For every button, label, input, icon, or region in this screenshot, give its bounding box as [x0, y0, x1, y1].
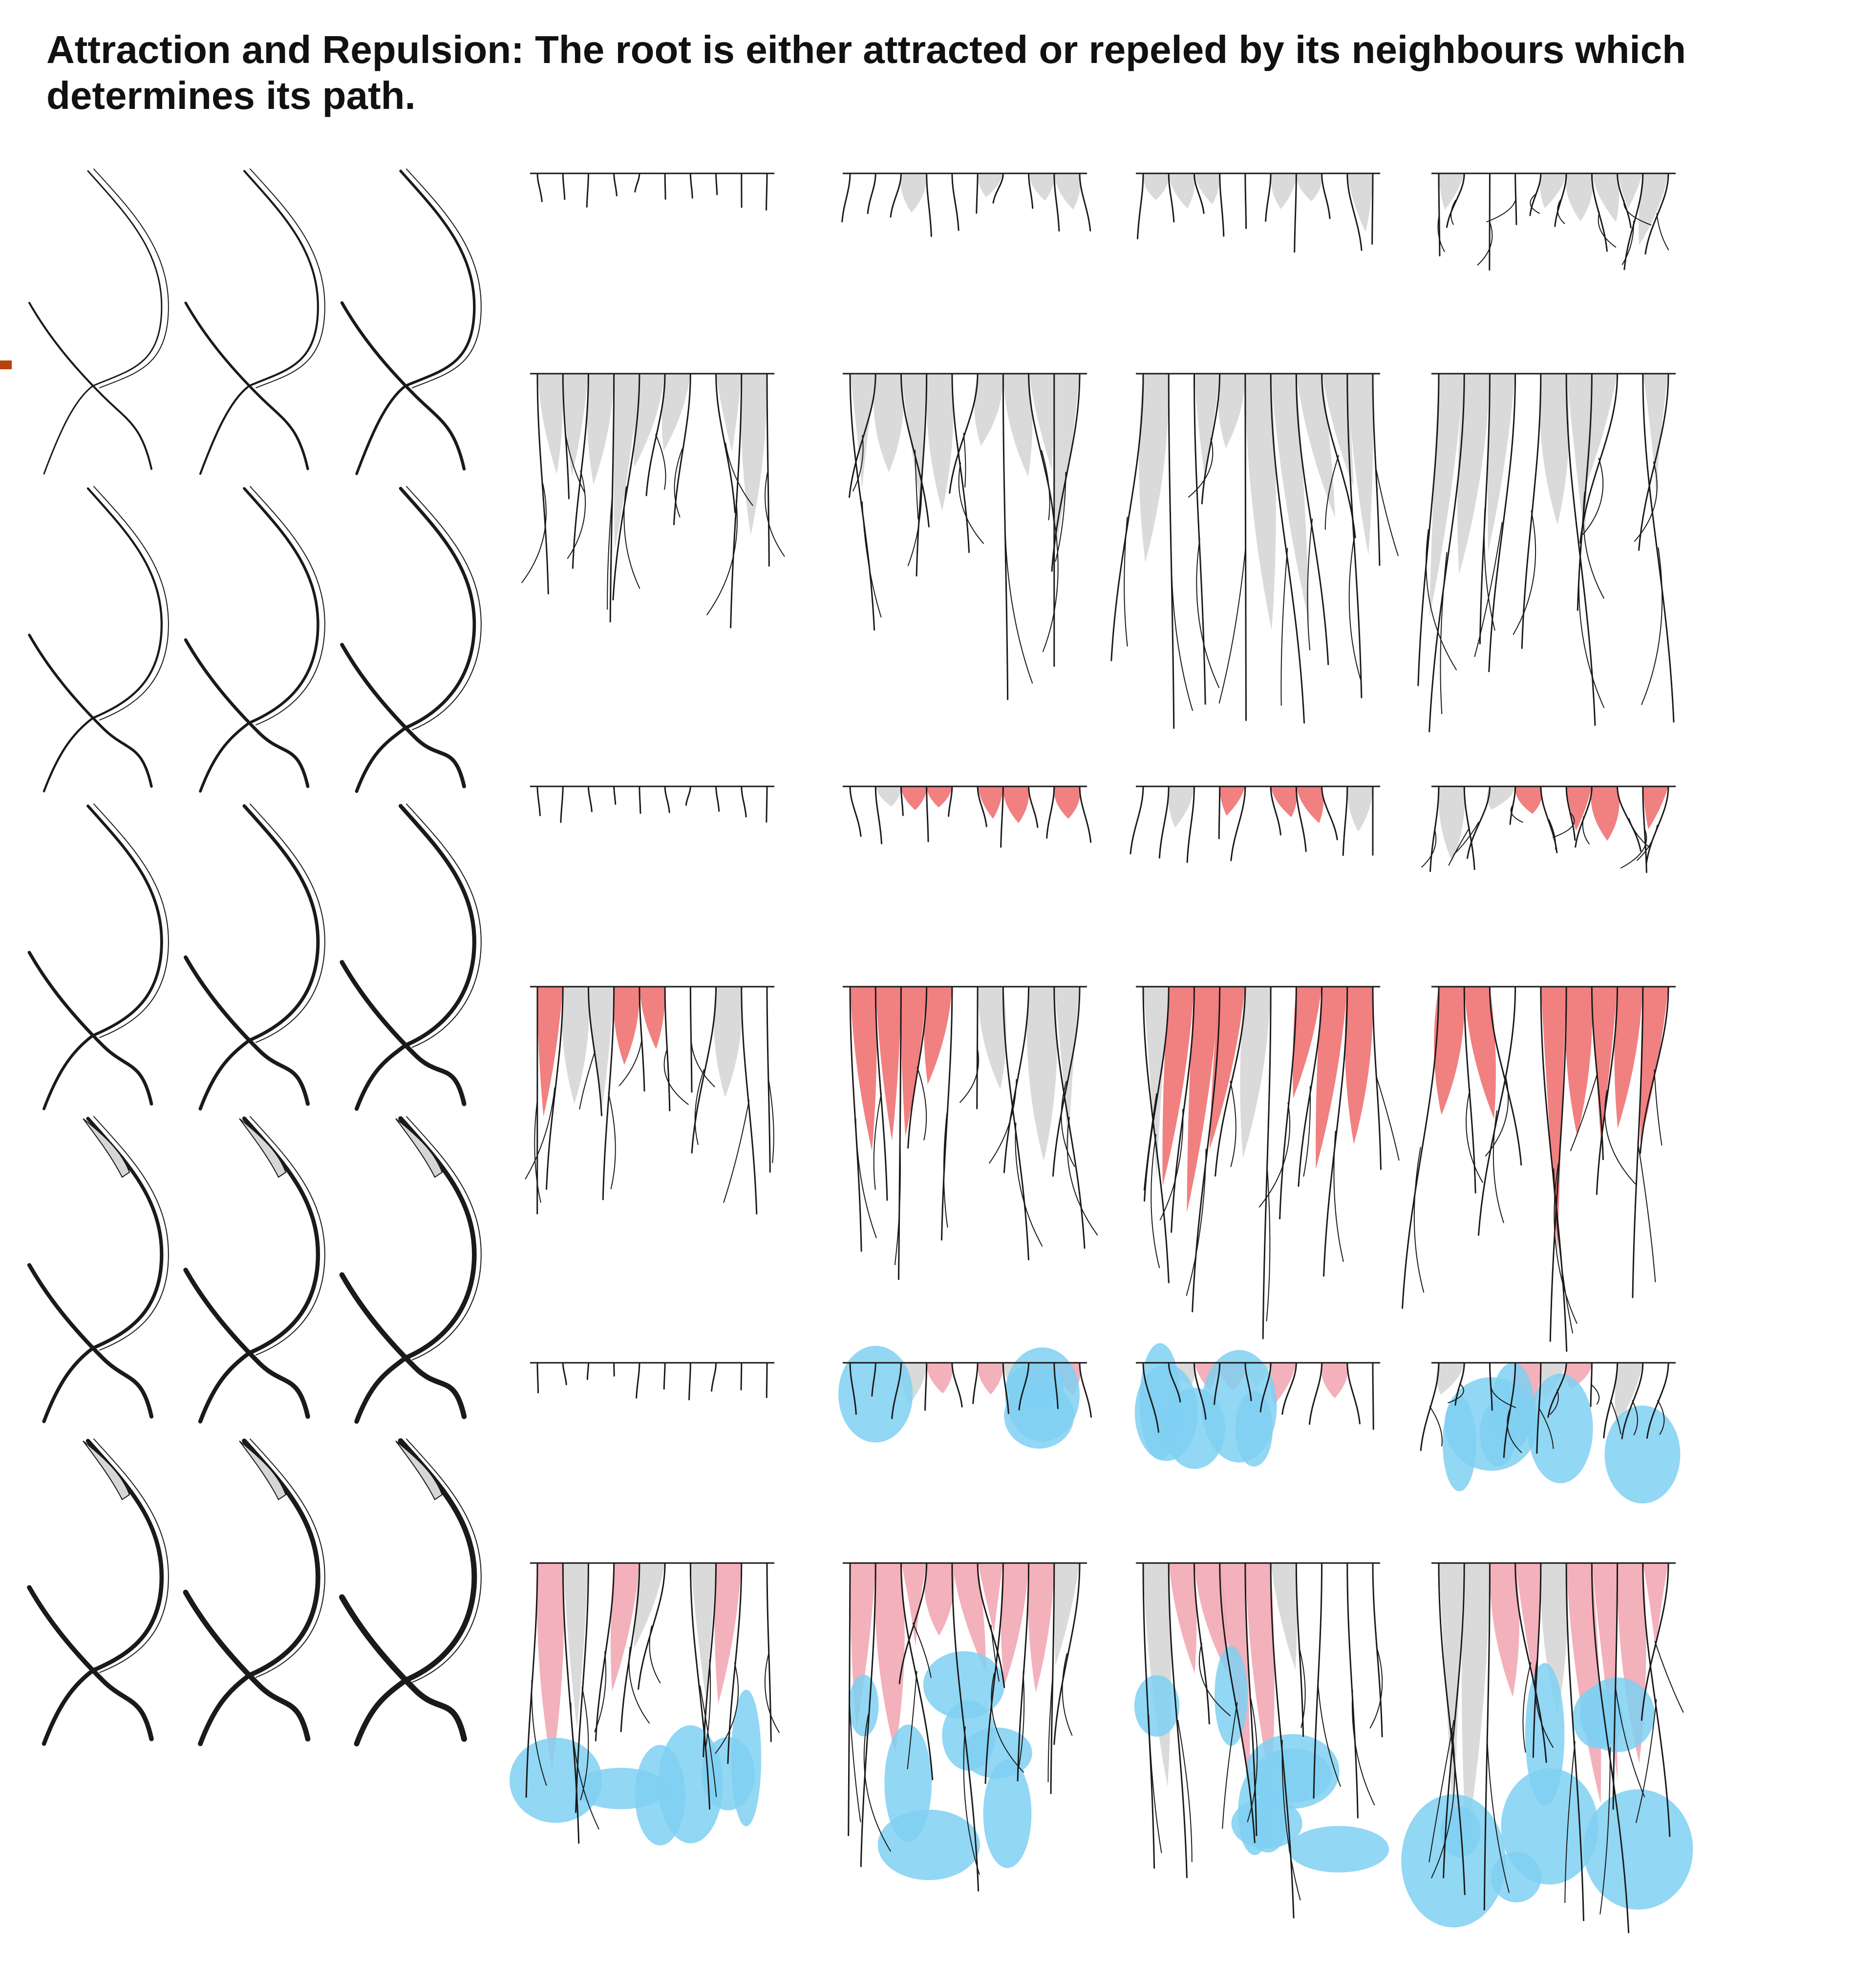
- root-line: [200, 1441, 318, 1744]
- region-fill: [924, 987, 952, 1084]
- region-fill: [978, 987, 1006, 1090]
- root-line: [342, 645, 464, 786]
- growth-frame: [842, 173, 1090, 236]
- root-line: [862, 502, 881, 617]
- root-line: [342, 1597, 464, 1739]
- region-fill: [1169, 173, 1195, 209]
- growth-frame: [1431, 173, 1676, 270]
- blue-fill: [1443, 1396, 1476, 1491]
- root-line: [94, 1439, 169, 1672]
- growth-frame: [522, 374, 784, 628]
- region-fill: [1439, 1563, 1464, 1834]
- root-pair-diagram: [186, 169, 325, 474]
- region-fill: [1540, 173, 1566, 208]
- region-fill: [875, 1563, 905, 1753]
- root-line: [1080, 173, 1090, 231]
- blue-fill: [1491, 1852, 1541, 1902]
- region-fill: [1143, 1563, 1171, 1787]
- root-line: [874, 1093, 881, 1189]
- page-title: Attraction and Repulsion: The root is either attracted or repeled by its neighbours which determines its path.: [46, 28, 1686, 117]
- root-line: [724, 1100, 749, 1202]
- blue-fill: [849, 1674, 879, 1736]
- root-line: [664, 1363, 665, 1389]
- root-line: [1080, 1363, 1091, 1417]
- root-line: [342, 1275, 464, 1417]
- root-line: [707, 501, 737, 615]
- root-line: [765, 1652, 779, 1733]
- root-line: [952, 1363, 962, 1407]
- root-line: [690, 173, 692, 198]
- root-pair-diagram: [186, 486, 325, 791]
- root-line: [186, 1270, 308, 1417]
- root-line: [608, 1093, 615, 1189]
- root-line: [29, 635, 151, 786]
- blue-fill: [1288, 1826, 1389, 1872]
- root-pair-diagram: [29, 804, 169, 1109]
- root-line: [1124, 517, 1128, 646]
- root-pair-diagrams: [29, 169, 481, 1744]
- root-line: [614, 1363, 615, 1376]
- root-line: [973, 1363, 978, 1403]
- region-fill: [1296, 173, 1322, 201]
- growth-frame: [1111, 374, 1398, 728]
- root-line: [1514, 511, 1536, 635]
- region-fill: [1194, 173, 1220, 204]
- blue-fill: [1231, 1798, 1302, 1848]
- root-line: [891, 173, 901, 217]
- growth-frame: [530, 786, 774, 822]
- root-line: [587, 1363, 588, 1379]
- root-line: [1322, 173, 1330, 218]
- root-line: [357, 1119, 474, 1421]
- root-line: [186, 640, 308, 786]
- root-line: [637, 1363, 640, 1398]
- root-line: [927, 173, 932, 236]
- root-line: [200, 171, 318, 474]
- root-line: [1622, 221, 1634, 264]
- region-fill: [587, 374, 614, 485]
- region-fill: [1614, 987, 1642, 1128]
- region-fill: [1566, 173, 1593, 221]
- root-line: [1080, 786, 1091, 842]
- blue-fill: [878, 1810, 980, 1880]
- root-line: [357, 488, 474, 791]
- region-fill: [741, 374, 767, 535]
- region-fill: [1143, 173, 1169, 200]
- root-pair-diagram: [29, 486, 169, 791]
- region-fill: [875, 987, 901, 1141]
- blue-fill: [1164, 1388, 1225, 1469]
- attraction-shading: [396, 1441, 442, 1500]
- root-line: [1005, 536, 1032, 683]
- root-line: [44, 171, 162, 474]
- root-line: [614, 173, 617, 195]
- region-fill: [1218, 374, 1245, 448]
- root-line: [742, 786, 746, 817]
- root-line: [250, 486, 325, 725]
- root-line: [952, 173, 959, 230]
- root-line: [1654, 1070, 1662, 1145]
- root-line: [537, 786, 540, 815]
- root-line: [44, 488, 162, 791]
- region-fill: [1168, 786, 1194, 828]
- region-fill: [974, 374, 1003, 446]
- growth-frame: [843, 374, 1087, 699]
- root-line: [1015, 1123, 1042, 1246]
- root-line: [1309, 1363, 1322, 1424]
- root-pair-diagram: [342, 1117, 481, 1421]
- region-fill: [1271, 1563, 1297, 1670]
- root-line: [927, 786, 928, 842]
- root-pair-diagram: [186, 1117, 325, 1421]
- root-line: [1245, 173, 1246, 228]
- root-line: [200, 1119, 318, 1421]
- root-line: [712, 1363, 716, 1391]
- root-pair-diagram: [29, 1117, 169, 1421]
- growth-frame: [1136, 987, 1399, 1338]
- region-fill: [924, 1563, 954, 1636]
- root-line: [250, 1439, 325, 1677]
- root-line: [587, 173, 588, 207]
- region-fill: [588, 987, 614, 1108]
- root-line: [977, 173, 978, 213]
- root-line: [716, 173, 717, 194]
- root-line: [94, 486, 169, 720]
- growth-frame: [838, 1346, 1091, 1449]
- growth-frame: [1135, 1343, 1380, 1469]
- root-line: [406, 1117, 481, 1360]
- root-line: [29, 1265, 151, 1417]
- region-fill: [978, 1363, 1003, 1395]
- root-line: [1638, 1142, 1655, 1282]
- root-pair-diagram: [186, 804, 325, 1109]
- root-pair-diagram: [342, 169, 481, 474]
- region-fill: [1347, 786, 1373, 832]
- root-line: [357, 1441, 474, 1744]
- root-line: [614, 786, 616, 804]
- root-line: [94, 804, 169, 1037]
- root-line: [1487, 199, 1516, 222]
- blue-fill: [1215, 1646, 1248, 1746]
- blue-fill: [983, 1759, 1032, 1868]
- root-line: [357, 171, 474, 474]
- root-line: [406, 1439, 481, 1682]
- root-line: [1266, 173, 1271, 221]
- region-fill: [563, 1563, 588, 1729]
- region-fill: [662, 374, 691, 451]
- region-fill: [1457, 374, 1490, 574]
- root-pair-diagram: [186, 1439, 325, 1744]
- growth-frame: [510, 1563, 779, 1845]
- growth-frame: [843, 987, 1097, 1279]
- root-line: [1230, 1081, 1236, 1166]
- growth-frame: [1418, 374, 1676, 732]
- root-line: [1655, 1642, 1684, 1713]
- root-line: [1295, 173, 1297, 252]
- root-line: [186, 957, 308, 1104]
- growth-frame: [1136, 173, 1380, 252]
- root-line: [1347, 1363, 1360, 1423]
- region-fill: [1321, 1363, 1348, 1398]
- root-line: [1493, 1111, 1504, 1223]
- blue-fill: [1134, 1675, 1179, 1736]
- blue-fill: [1584, 1789, 1693, 1909]
- region-fill: [978, 786, 1003, 819]
- region-fill: [850, 987, 877, 1151]
- root-line: [537, 1363, 538, 1393]
- region-fill: [874, 374, 904, 472]
- root-line: [250, 1117, 325, 1355]
- root-line: [29, 1587, 151, 1739]
- region-fill: [927, 1363, 953, 1394]
- root-line: [624, 486, 640, 588]
- root-line: [186, 303, 308, 469]
- region-fill: [900, 173, 927, 213]
- root-line: [561, 786, 563, 822]
- root-line: [200, 806, 318, 1109]
- root-line: [1591, 1384, 1599, 1404]
- root-line: [1130, 786, 1143, 854]
- blue-fill: [1525, 1663, 1564, 1806]
- root-line: [357, 806, 474, 1109]
- growth-frame: [1422, 786, 1676, 872]
- root-line: [1281, 548, 1287, 705]
- root-line: [1259, 1102, 1290, 1207]
- root-line: [665, 786, 669, 812]
- region-fill: [1139, 374, 1169, 563]
- region-fill: [1490, 1563, 1519, 1697]
- root-line: [588, 786, 592, 811]
- region-fill: [1540, 374, 1569, 525]
- attraction-shading: [239, 1119, 286, 1177]
- root-line: [635, 173, 640, 192]
- region-fill: [1515, 786, 1542, 814]
- attraction-shading: [83, 1441, 129, 1500]
- root-line: [1352, 1691, 1374, 1805]
- region-fill: [1565, 987, 1593, 1136]
- root-line: [741, 1363, 742, 1390]
- region-fill: [1054, 173, 1081, 210]
- attraction-shading: [83, 1119, 129, 1177]
- root-line: [94, 169, 169, 388]
- region-fill: [901, 1563, 926, 1647]
- root-line: [406, 804, 481, 1047]
- blue-fill: [838, 1346, 913, 1442]
- root-line: [1159, 786, 1169, 858]
- root-line: [250, 804, 325, 1042]
- root-line: [842, 173, 850, 222]
- root-line: [1322, 786, 1338, 840]
- growth-frame: [843, 1563, 1087, 1891]
- root-pair-diagram: [342, 486, 481, 791]
- growth-frame: [525, 987, 774, 1214]
- blue-fill: [1004, 1383, 1074, 1449]
- root-line: [1138, 173, 1143, 238]
- root-line: [989, 1079, 1016, 1163]
- growth-frame: [1403, 987, 1676, 1351]
- root-line: [850, 786, 861, 836]
- root-pair-diagram: [342, 804, 481, 1109]
- root-line: [1557, 200, 1564, 224]
- region-fill: [1169, 1563, 1196, 1673]
- root-line: [186, 1592, 308, 1739]
- region-fill: [901, 786, 926, 810]
- region-fill: [1591, 786, 1619, 841]
- root-line: [963, 433, 965, 487]
- region-fill: [1027, 987, 1057, 1161]
- root-pair-diagram: [29, 169, 169, 474]
- region-fill: [927, 786, 952, 807]
- region-fill: [1592, 173, 1619, 222]
- region-fill: [1028, 1563, 1054, 1692]
- root-line: [1657, 213, 1668, 250]
- root-line: [1343, 786, 1347, 855]
- region-fill: [1054, 786, 1080, 819]
- region-fill: [613, 987, 640, 1065]
- root-line: [689, 1363, 691, 1399]
- root-line: [686, 786, 690, 805]
- root-line: [563, 1363, 566, 1384]
- root-line: [94, 1117, 169, 1350]
- region-fill: [1438, 786, 1465, 862]
- root-line: [1334, 1131, 1343, 1261]
- region-fill: [1271, 786, 1297, 817]
- root-pair-diagram: [342, 1439, 481, 1744]
- region-fill: [1345, 987, 1373, 1144]
- root-line: [1642, 548, 1662, 704]
- root-line: [960, 1048, 979, 1102]
- root-line: [342, 962, 464, 1104]
- region-fill: [875, 786, 901, 806]
- growth-frame: [1401, 1563, 1693, 1932]
- root-line: [406, 486, 481, 730]
- root-line: [1430, 1407, 1442, 1446]
- growth-frame: [530, 173, 774, 210]
- attraction-shading: [396, 1119, 442, 1177]
- region-fill: [1271, 173, 1297, 209]
- region-fill: [1003, 374, 1032, 477]
- growth-frame: [530, 1363, 774, 1399]
- region-fill: [714, 987, 742, 1098]
- root-line: [1372, 173, 1373, 244]
- root-growth-frames: [510, 173, 1693, 1932]
- root-line: [1171, 551, 1192, 711]
- root-line: [1621, 829, 1646, 868]
- root-line: [1220, 173, 1224, 236]
- root-line: [1440, 552, 1447, 714]
- root-line: [44, 806, 162, 1109]
- region-fill: [640, 987, 665, 1049]
- growth-frame: [1130, 786, 1380, 862]
- root-line: [716, 786, 719, 811]
- root-line: [342, 303, 464, 469]
- root-line: [200, 488, 318, 791]
- root-pair-diagram: [29, 1439, 169, 1744]
- growth-frame: [1421, 1363, 1680, 1503]
- region-fill: [1643, 374, 1668, 495]
- root-line: [1029, 786, 1038, 827]
- root-line: [1063, 1654, 1072, 1735]
- region-fill: [1003, 786, 1029, 823]
- root-line: [1047, 786, 1054, 838]
- growth-frame: [843, 786, 1091, 847]
- root-line: [917, 1067, 927, 1140]
- root-line: [1219, 547, 1246, 703]
- blue-fill: [731, 1690, 762, 1826]
- attraction-shading: [239, 1441, 286, 1500]
- blue-fill: [1604, 1406, 1680, 1503]
- root-line: [522, 484, 546, 583]
- blue-fill: [1235, 1391, 1273, 1467]
- root-line: [868, 173, 875, 213]
- root-line: [1583, 817, 1589, 844]
- region-fill: [901, 987, 926, 1137]
- root-line: [563, 173, 565, 199]
- root-line: [44, 1119, 162, 1421]
- growth-frame: [1134, 1563, 1389, 1918]
- root-line: [29, 303, 151, 469]
- root-line: [29, 952, 151, 1104]
- region-fill: [1029, 173, 1055, 201]
- root-line: [959, 463, 983, 544]
- region-fill: [1487, 786, 1515, 810]
- root-line: [537, 173, 542, 201]
- root-line: [44, 1441, 162, 1744]
